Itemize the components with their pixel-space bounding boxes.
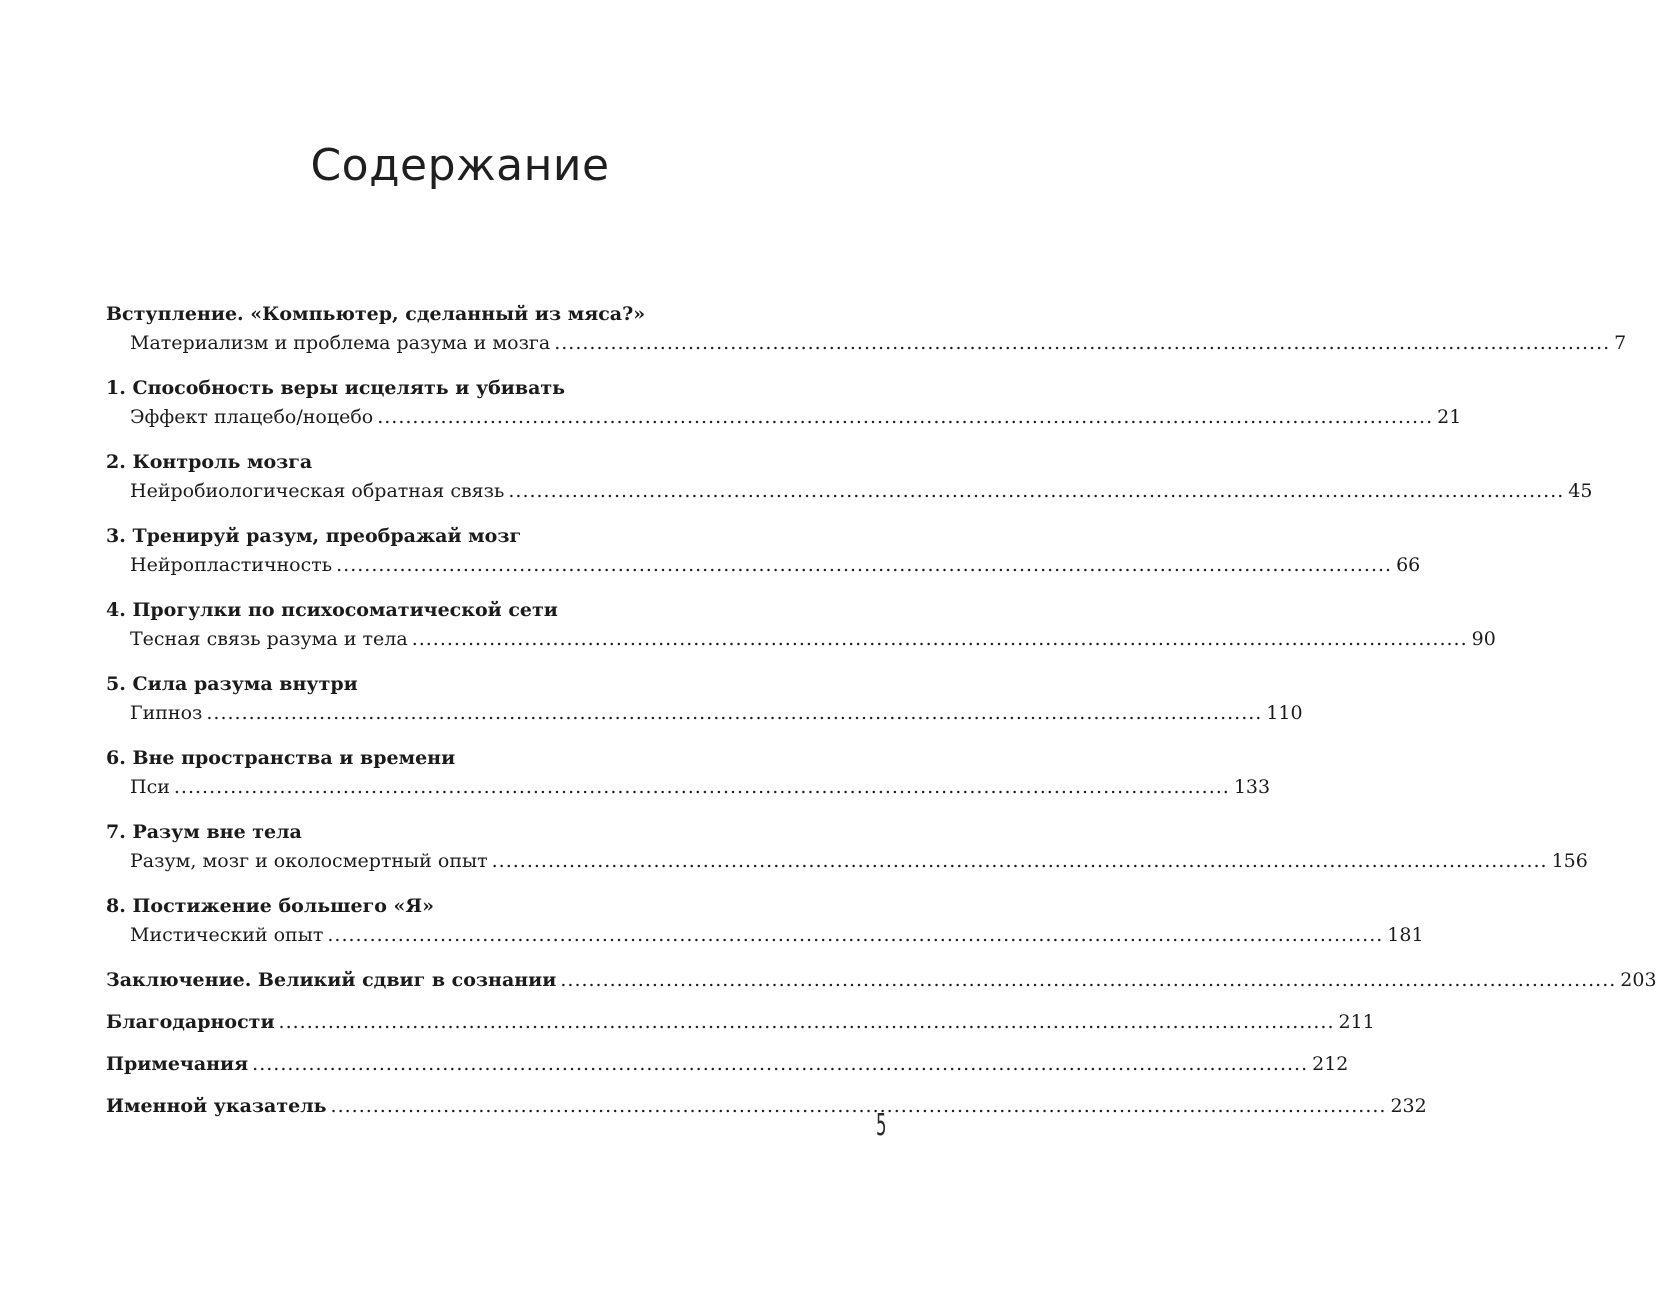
toc-back-matter-entry [106, 1008, 1375, 1037]
toc-back-matter-entry [106, 1092, 1427, 1121]
chapter-heading: 3. Тренируй разум, преображай мозг [106, 525, 522, 547]
entry-label: Благодарности [106, 1011, 275, 1033]
toc-chapter [106, 818, 1588, 876]
chapter-subtitle: Гипноз [130, 702, 203, 724]
chapter-entry [130, 403, 1462, 432]
page-number: 21 [1437, 406, 1462, 428]
chapter-heading: 8. Постижение большего «Я» [106, 895, 435, 917]
chapter-heading: 7. Разум вне тела [106, 821, 302, 843]
chapter-subtitle: Нейропластичность [130, 554, 333, 576]
chapter-subtitle: Пси [130, 776, 170, 798]
toc-back-matter-entry [106, 966, 1657, 995]
chapter-entry [130, 551, 1421, 580]
page-number: 181 [1387, 924, 1424, 946]
chapter-heading: 4. Прогулки по психосоматической сети [106, 599, 558, 621]
toc-chapter [106, 596, 1496, 654]
page-number: 212 [1312, 1053, 1349, 1075]
entry-label: Именной указатель [106, 1095, 327, 1117]
toc-chapter [106, 522, 1421, 580]
page-number: 45 [1568, 480, 1593, 502]
toc-chapter [106, 300, 1627, 358]
chapter-heading: 5. Сила разума внутри [106, 673, 358, 695]
toc-chapter [106, 892, 1424, 950]
page-number: 211 [1338, 1011, 1375, 1033]
dot-leader: ...................................................................................................................................................... [491, 850, 1548, 872]
chapter-subtitle: Нейробиологическая обратная связь [130, 480, 505, 502]
dot-leader: ...................................................................................................................................................... [411, 628, 1468, 650]
dot-leader: ...................................................................................................................................................... [560, 969, 1617, 991]
chapter-entry [130, 921, 1424, 950]
chapter-subtitle: Тесная связь разума и тела [130, 628, 408, 650]
toc-chapter [106, 670, 1303, 728]
chapter-heading: 6. Вне пространства и времени [106, 747, 456, 769]
chapter-entry [130, 847, 1588, 876]
page-number: 7 [1614, 332, 1627, 354]
chapter-subtitle: Мистический опыт [130, 924, 324, 946]
table-of-contents [106, 300, 1657, 1134]
page-title: Содержание [310, 140, 610, 191]
chapter-entry [130, 699, 1303, 728]
page-number: 203 [1620, 969, 1657, 991]
dot-leader: ...................................................................................................................................................... [336, 554, 1393, 576]
chapter-entry [130, 329, 1627, 358]
chapter-heading: 1. Способность веры исцелять и убивать [106, 377, 566, 399]
toc-chapter [106, 744, 1271, 802]
chapter-subtitle: Материализм и проблема разума и мозга [130, 332, 551, 354]
page-number: 110 [1266, 702, 1303, 724]
toc-back-matter-entry [106, 1050, 1349, 1079]
chapter-entry [130, 477, 1593, 506]
chapter-heading: Вступление. «Компьютер, сделанный из мяса?» [106, 303, 646, 325]
dot-leader: ...................................................................................................................................................... [377, 406, 1434, 428]
dot-leader: ...................................................................................................................................................... [330, 1095, 1387, 1117]
page-number: 90 [1471, 628, 1496, 650]
page-number: 133 [1233, 776, 1271, 798]
entry-label: Заключение. Великий сдвиг в сознании [106, 969, 557, 991]
page-number: 66 [1396, 554, 1421, 576]
chapter-entry [130, 625, 1496, 654]
dot-leader: ...................................................................................................................................................... [508, 480, 1565, 502]
dot-leader: ...................................................................................................................................................... [327, 924, 1384, 946]
dot-leader: ...................................................................................................................................................... [173, 776, 1230, 798]
chapter-subtitle: Разум, мозг и околосмертный опыт [130, 850, 488, 872]
toc-chapter [106, 374, 1462, 432]
dot-leader: ...................................................................................................................................................... [278, 1011, 1335, 1033]
dot-leader: ...................................................................................................................................................... [252, 1053, 1309, 1075]
page-number: 232 [1390, 1095, 1427, 1117]
dot-leader: ...................................................................................................................................................... [206, 702, 1263, 724]
folio-page-number: 5 [876, 1108, 887, 1143]
toc-chapter [106, 448, 1593, 506]
chapter-heading: 2. Контроль мозга [106, 451, 313, 473]
chapter-subtitle: Эффект плацебо/ноцебо [130, 406, 374, 428]
chapter-entry [130, 773, 1271, 802]
dot-leader: ...................................................................................................................................................... [554, 332, 1611, 354]
entry-label: Примечания [106, 1053, 249, 1075]
page-number: 156 [1551, 850, 1588, 872]
